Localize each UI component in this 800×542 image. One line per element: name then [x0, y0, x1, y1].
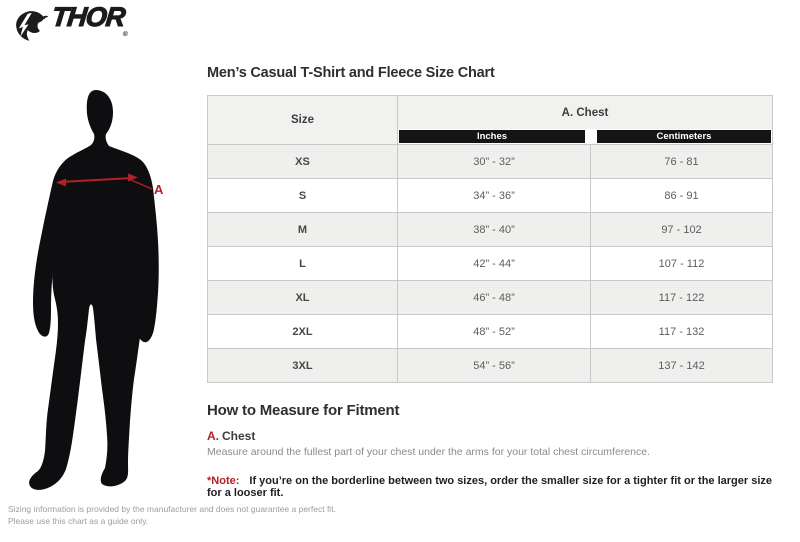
size-value: XL	[208, 281, 398, 315]
table-row-2xl	[208, 315, 773, 349]
note-text: If you’re on the borderline between two sizes, order the smaller size for a tighter fit or the larger size for a looser fit.	[207, 474, 773, 499]
inches-value: 38” - 40”	[398, 213, 591, 247]
disclaimer-line-2: Please use this chart as a guide only.	[8, 516, 149, 526]
inches-value: 54” - 56”	[398, 349, 591, 383]
measure-item-name: Chest	[222, 429, 256, 443]
registered-mark: ®	[122, 31, 129, 38]
cm-value: 97 - 102	[591, 213, 773, 247]
size-value: 3XL	[208, 349, 398, 383]
table-row-3xl	[208, 349, 773, 383]
cm-value: 137 - 142	[591, 349, 773, 383]
col-header-size: Size	[208, 96, 398, 145]
inches-value: 48” - 52”	[398, 315, 591, 349]
cm-value: 76 - 81	[591, 145, 773, 179]
size-value: M	[208, 213, 398, 247]
brand-logo	[13, 2, 129, 46]
sizing-note	[207, 475, 773, 499]
table-row-xl	[208, 281, 773, 315]
size-value: 2XL	[208, 315, 398, 349]
size-chart-table	[207, 95, 773, 383]
measure-item-chest	[207, 429, 773, 443]
how-to-measure-heading: How to Measure for Fitment	[207, 402, 400, 419]
table-row-m	[208, 213, 773, 247]
male-body-silhouette	[0, 60, 200, 500]
size-value: S	[208, 179, 398, 213]
size-value: XS	[208, 145, 398, 179]
col-header-centimeters: Centimeters	[597, 130, 771, 143]
thor-helmet-icon	[13, 8, 49, 44]
inches-value: 42” - 44”	[398, 247, 591, 281]
cm-value: 117 - 122	[591, 281, 773, 315]
measure-item-letter: A.	[207, 429, 219, 443]
inches-value: 34” - 36”	[398, 179, 591, 213]
inches-value: 30” - 32”	[398, 145, 591, 179]
note-label: *Note:	[207, 474, 240, 487]
table-row-xs	[208, 145, 773, 179]
size-value: L	[208, 247, 398, 281]
disclaimer-line-1: Sizing information is provided by the manufacturer and does not guarantee a perfect fit.	[8, 504, 336, 514]
measurement-label-a: A	[154, 182, 164, 197]
col-header-inches: Inches	[399, 130, 585, 143]
measure-item-description: Measure around the fullest part of your chest under the arms for your total chest circumference.	[207, 446, 650, 458]
disclaimer	[8, 503, 336, 527]
main-content	[207, 60, 773, 499]
cm-value: 107 - 112	[591, 247, 773, 281]
cm-value: 86 - 91	[591, 179, 773, 213]
brand-wordmark: $THOR_®$	[50, 2, 129, 38]
inches-value: 46” - 48”	[398, 281, 591, 315]
cm-value: 117 - 132	[591, 315, 773, 349]
page-title: Men’s Casual T-Shirt and Fleece Size Chart	[207, 65, 495, 81]
table-row-l	[208, 247, 773, 281]
col-header-chest: A. Chest	[398, 96, 773, 129]
table-row-s	[208, 179, 773, 213]
